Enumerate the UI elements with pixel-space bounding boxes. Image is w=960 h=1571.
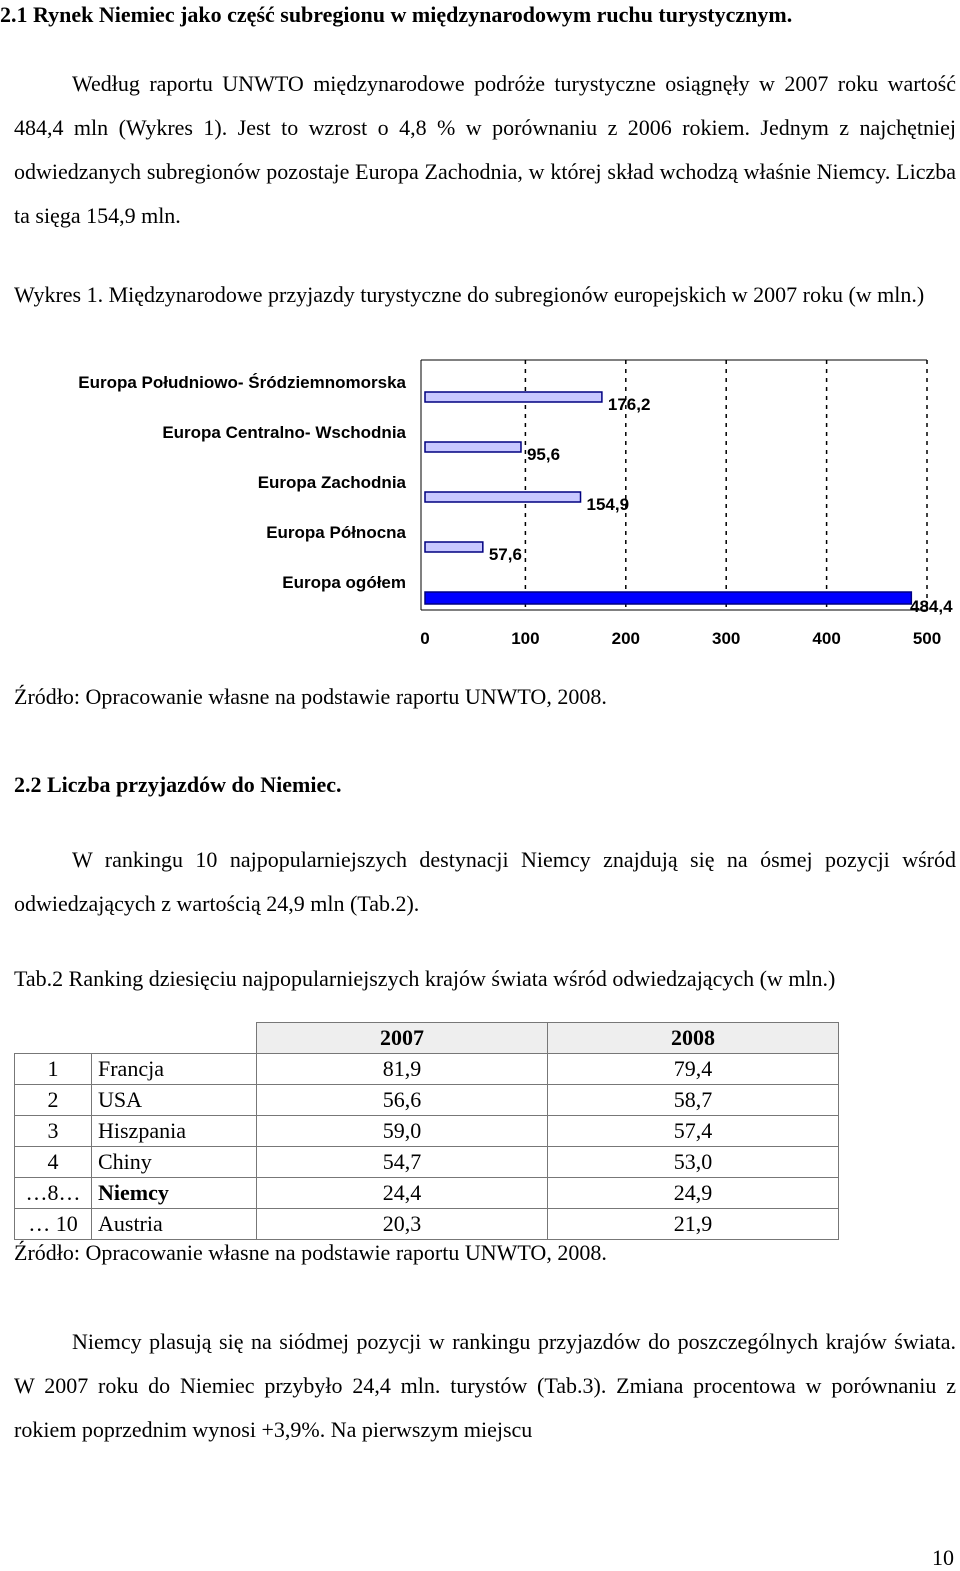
x-tick-label: 200	[611, 629, 640, 648]
country-cell: Niemcy	[92, 1178, 257, 1209]
table-row	[15, 1209, 839, 1240]
section-heading-2-1: 2.1 Rynek Niemiec jako część subregionu w międzynarodowym ruchu turystycznym.	[0, 2, 793, 27]
x-tick-label: 300	[712, 629, 741, 648]
table-row	[15, 1116, 839, 1147]
header-2008: 2008	[548, 1023, 839, 1054]
value-2007-cell: 54,7	[257, 1147, 548, 1178]
data-label: 484,4	[910, 597, 953, 616]
table-source: Źródło: Opracowanie własne na podstawie raportu UNWTO, 2008.	[14, 1240, 607, 1265]
section-heading-2-2: 2.2 Liczba przyjazdów do Niemiec.	[14, 772, 342, 797]
table-row	[15, 1085, 839, 1116]
chart-caption: Wykres 1. Międzynarodowe przyjazdy turystyczne do subregionów europejskich w 2007 roku (w mln.)	[14, 282, 925, 307]
closing-paragraph: Niemcy plasują się na siódmej pozycji w rankingu przyjazdów do poszczególnych krajów świata. W 2007 roku do Niemiec przybyło 24,4 mln. turystów (Tab.3). Zmiana procentowa w porównaniu z rokiem poprzednim wynosi +3,9%. Na pierwszym miejscu	[14, 1329, 956, 1442]
category-label: Europa Centralno- Wschodnia	[162, 423, 406, 442]
country-cell: USA	[92, 1085, 257, 1116]
value-2008-cell: 58,7	[548, 1085, 839, 1116]
category-label: Europa Północna	[266, 523, 406, 542]
value-2007-cell: 59,0	[257, 1116, 548, 1147]
bar	[425, 492, 581, 502]
bar	[425, 542, 483, 552]
rank-cell: 2	[15, 1085, 92, 1116]
country-cell: Hiszpania	[92, 1116, 257, 1147]
arrivals-bar-chart	[0, 352, 960, 662]
ranking-paragraph: W rankingu 10 najpopularniejszych destynacji Niemcy znajdują się na ósmej pozycji wśród odwiedzających z wartością 24,9 mln (Tab.2).	[14, 847, 956, 916]
bar	[425, 442, 521, 452]
bar	[425, 592, 911, 604]
value-2007-cell: 20,3	[257, 1209, 548, 1240]
header-2007: 2007	[257, 1023, 548, 1054]
data-label: 95,6	[526, 445, 561, 464]
value-2008-cell: 79,4	[548, 1054, 839, 1085]
page-number: 10	[932, 1545, 954, 1570]
value-2007-cell: 56,6	[257, 1085, 548, 1116]
category-label: Europa ogółem	[282, 573, 406, 592]
ranking-table	[14, 1022, 839, 1240]
table-row	[15, 1147, 839, 1178]
table-caption: Tab.2 Ranking dziesięciu najpopularniejszych krajów świata wśród odwiedzających (w mln.)	[14, 966, 836, 991]
x-tick-label: 0	[420, 629, 430, 648]
data-label: 154,9	[586, 495, 630, 514]
data-label: 57,6	[488, 545, 522, 564]
data-label: 176,2	[607, 395, 651, 414]
x-tick-label: 500	[912, 629, 942, 648]
rank-cell: 3	[15, 1116, 92, 1147]
table-row	[15, 1178, 839, 1209]
value-2007-cell: 24,4	[257, 1178, 548, 1209]
country-cell: Francja	[92, 1054, 257, 1085]
value-2007-cell: 81,9	[257, 1054, 548, 1085]
table-header-row	[15, 1023, 839, 1054]
value-2008-cell: 57,4	[548, 1116, 839, 1147]
rank-cell: … 10	[15, 1209, 92, 1240]
category-label: Europa Południowo- Śródziemnomorska	[78, 373, 406, 392]
chart-source: Źródło: Opracowanie własne na podstawie raportu UNWTO, 2008.	[14, 684, 607, 709]
table-row	[15, 1054, 839, 1085]
x-tick-label: 100	[511, 629, 540, 648]
x-tick-label: 400	[812, 629, 841, 648]
value-2008-cell: 24,9	[548, 1178, 839, 1209]
rank-cell: 1	[15, 1054, 92, 1085]
value-2008-cell: 21,9	[548, 1209, 839, 1240]
country-cell: Chiny	[92, 1147, 257, 1178]
intro-paragraph: Według raportu UNWTO międzynarodowe podróże turystyczne osiągnęły w 2007 roku wartość 484,4 mln (Wykres 1). Jest to wzrost o 4,8 % w porównaniu z 2006 rokiem. Jednym z najchętniej odwiedzanych subregionów pozostaje Europa Zachodnia, w której skład wchodzą właśnie Niemcy. Liczba ta sięga 154,9 mln.	[14, 71, 956, 228]
country-cell: Austria	[92, 1209, 257, 1240]
rank-cell: 4	[15, 1147, 92, 1178]
rank-cell: …8…	[15, 1178, 92, 1209]
category-label: Europa Zachodnia	[257, 473, 406, 492]
value-2008-cell: 53,0	[548, 1147, 839, 1178]
bar	[425, 392, 602, 402]
